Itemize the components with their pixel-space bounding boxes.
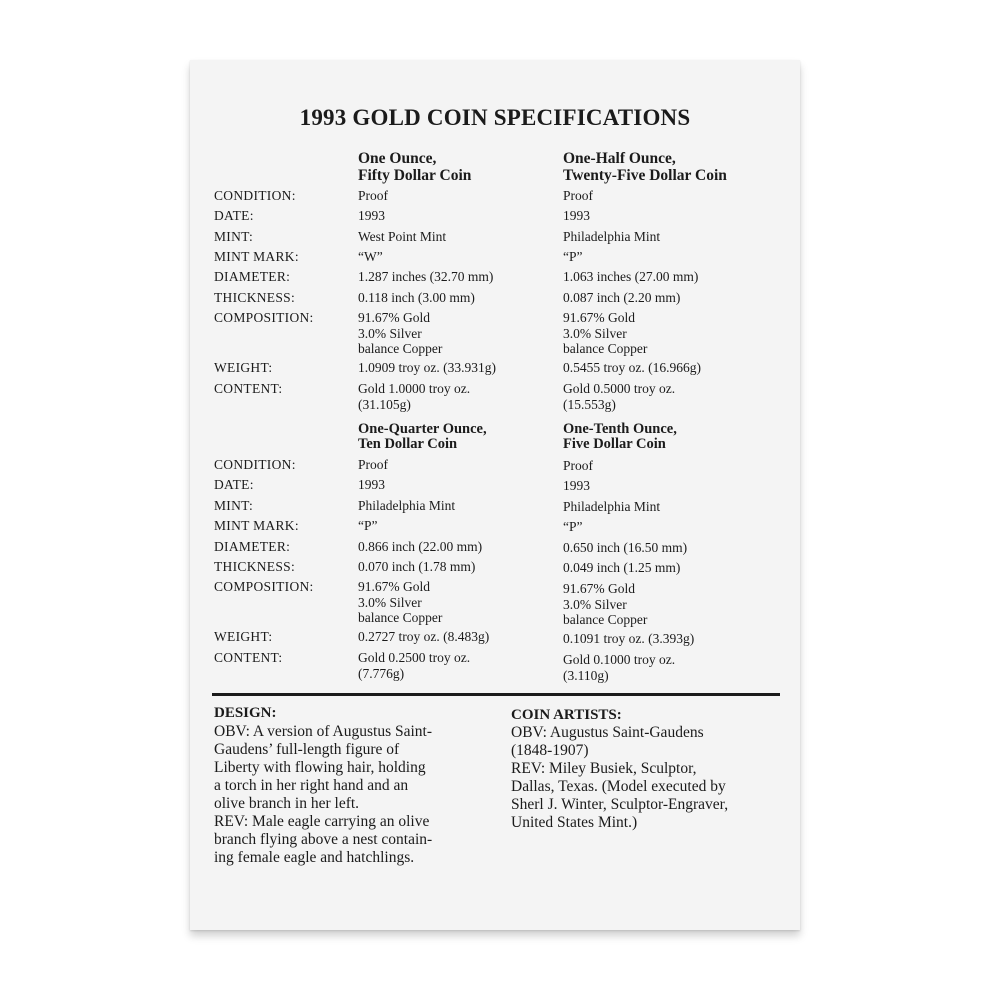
label-weight: WEIGHT: <box>214 360 273 375</box>
coin2-diameter: 1.063 inches (27.00 mm) <box>563 269 699 284</box>
coin2-mint: Philadelphia Mint <box>563 229 661 244</box>
label-composition: COMPOSITION: <box>214 579 314 594</box>
label-condition: CONDITION: <box>214 188 296 203</box>
label-date: DATE: <box>214 477 254 492</box>
coin2-condition: Proof <box>563 188 593 203</box>
coin4-condition: Proof <box>563 458 593 473</box>
coin1-mint-mark: “W” <box>358 249 383 264</box>
coin4-thickness: 0.049 inch (1.25 mm) <box>563 560 681 575</box>
spec-card <box>190 60 800 930</box>
coin-header-tenth-ounce: One-Tenth Ounce, Five Dollar Coin <box>563 421 677 452</box>
label-mint: MINT: <box>214 498 254 513</box>
coin-header-half-ounce: One-Half Ounce, Twenty-Five Dollar Coin <box>563 150 727 184</box>
coin4-diameter: 0.650 inch (16.50 mm) <box>563 540 688 555</box>
coin-header-quarter-ounce: One-Quarter Ounce, Ten Dollar Coin <box>358 421 487 452</box>
label-weight: WEIGHT: <box>214 629 273 644</box>
coin-artists-text: OBV: Augustus Saint-Gaudens (1848-1907) REV: Miley Busiek, Sculptor, Dallas, Texas. (Model executed by Sherl J. Winter, Sculptor-Engraver, United States Mint.) <box>511 724 729 831</box>
label-mint: MINT: <box>214 229 254 244</box>
label-mint-mark: MINT MARK: <box>214 249 299 264</box>
coin4-mint-mark: “P” <box>563 519 583 534</box>
coin4-mint: Philadelphia Mint <box>563 499 661 514</box>
label-thickness: THICKNESS: <box>214 559 296 574</box>
coin3-weight: 0.2727 troy oz. (8.483g) <box>358 629 490 644</box>
coin2-content: Gold 0.5000 troy oz. (15.553g) <box>563 381 676 412</box>
coin3-content: Gold 0.2500 troy oz. (7.776g) <box>358 650 471 681</box>
label-thickness: THICKNESS: <box>214 290 296 305</box>
coin4-content: Gold 0.1000 troy oz. (3.110g) <box>563 652 676 683</box>
page-title: 1993 GOLD COIN SPECIFICATIONS <box>299 105 691 130</box>
design-text: OBV: A version of Augustus Saint- Gaudens’ full-length figure of Liberty with flowing hair, holding a torch in her right hand and an olive branch in her left. REV: Male eagle carrying an olive branch flying above a nest contain- ing female eagle and hatchlings. <box>214 723 433 866</box>
coin4-composition: 91.67% Gold 3.0% Silver balance Copper <box>563 581 648 627</box>
coin-artists-title: COIN ARTISTS: <box>511 707 622 723</box>
coin3-diameter: 0.866 inch (22.00 mm) <box>358 539 483 554</box>
design-title: DESIGN: <box>214 705 277 721</box>
coin1-diameter: 1.287 inches (32.70 mm) <box>358 269 494 284</box>
label-mint-mark: MINT MARK: <box>214 518 299 533</box>
coin1-weight: 1.0909 troy oz. (33.931g) <box>358 360 496 375</box>
coin2-thickness: 0.087 inch (2.20 mm) <box>563 290 681 305</box>
coin1-date: 1993 <box>358 208 385 223</box>
coin1-content: Gold 1.0000 troy oz. (31.105g) <box>358 381 471 412</box>
label-content: CONTENT: <box>214 650 283 665</box>
coin3-mint: Philadelphia Mint <box>358 498 456 513</box>
coin4-date: 1993 <box>563 478 590 493</box>
label-content: CONTENT: <box>214 381 283 396</box>
coin2-date: 1993 <box>563 208 590 223</box>
label-date: DATE: <box>214 208 254 223</box>
coin2-mint-mark: “P” <box>563 249 583 264</box>
coin2-weight: 0.5455 troy oz. (16.966g) <box>563 360 701 375</box>
label-composition: COMPOSITION: <box>214 310 314 325</box>
coin1-composition: 91.67% Gold 3.0% Silver balance Copper <box>358 310 443 356</box>
coin3-condition: Proof <box>358 457 388 472</box>
section-divider <box>212 693 780 696</box>
label-diameter: DIAMETER: <box>214 269 291 284</box>
coin3-thickness: 0.070 inch (1.78 mm) <box>358 559 476 574</box>
coin3-date: 1993 <box>358 477 385 492</box>
coin1-mint: West Point Mint <box>358 229 447 244</box>
coin3-mint-mark: “P” <box>358 518 378 533</box>
coin-header-one-ounce: One Ounce, Fifty Dollar Coin <box>358 150 472 184</box>
label-diameter: DIAMETER: <box>214 539 291 554</box>
coin2-composition: 91.67% Gold 3.0% Silver balance Copper <box>563 310 648 356</box>
label-condition: CONDITION: <box>214 457 296 472</box>
coin1-thickness: 0.118 inch (3.00 mm) <box>358 290 475 305</box>
coin4-weight: 0.1091 troy oz. (3.393g) <box>563 631 695 646</box>
coin1-condition: Proof <box>358 188 388 203</box>
coin3-composition: 91.67% Gold 3.0% Silver balance Copper <box>358 579 443 625</box>
